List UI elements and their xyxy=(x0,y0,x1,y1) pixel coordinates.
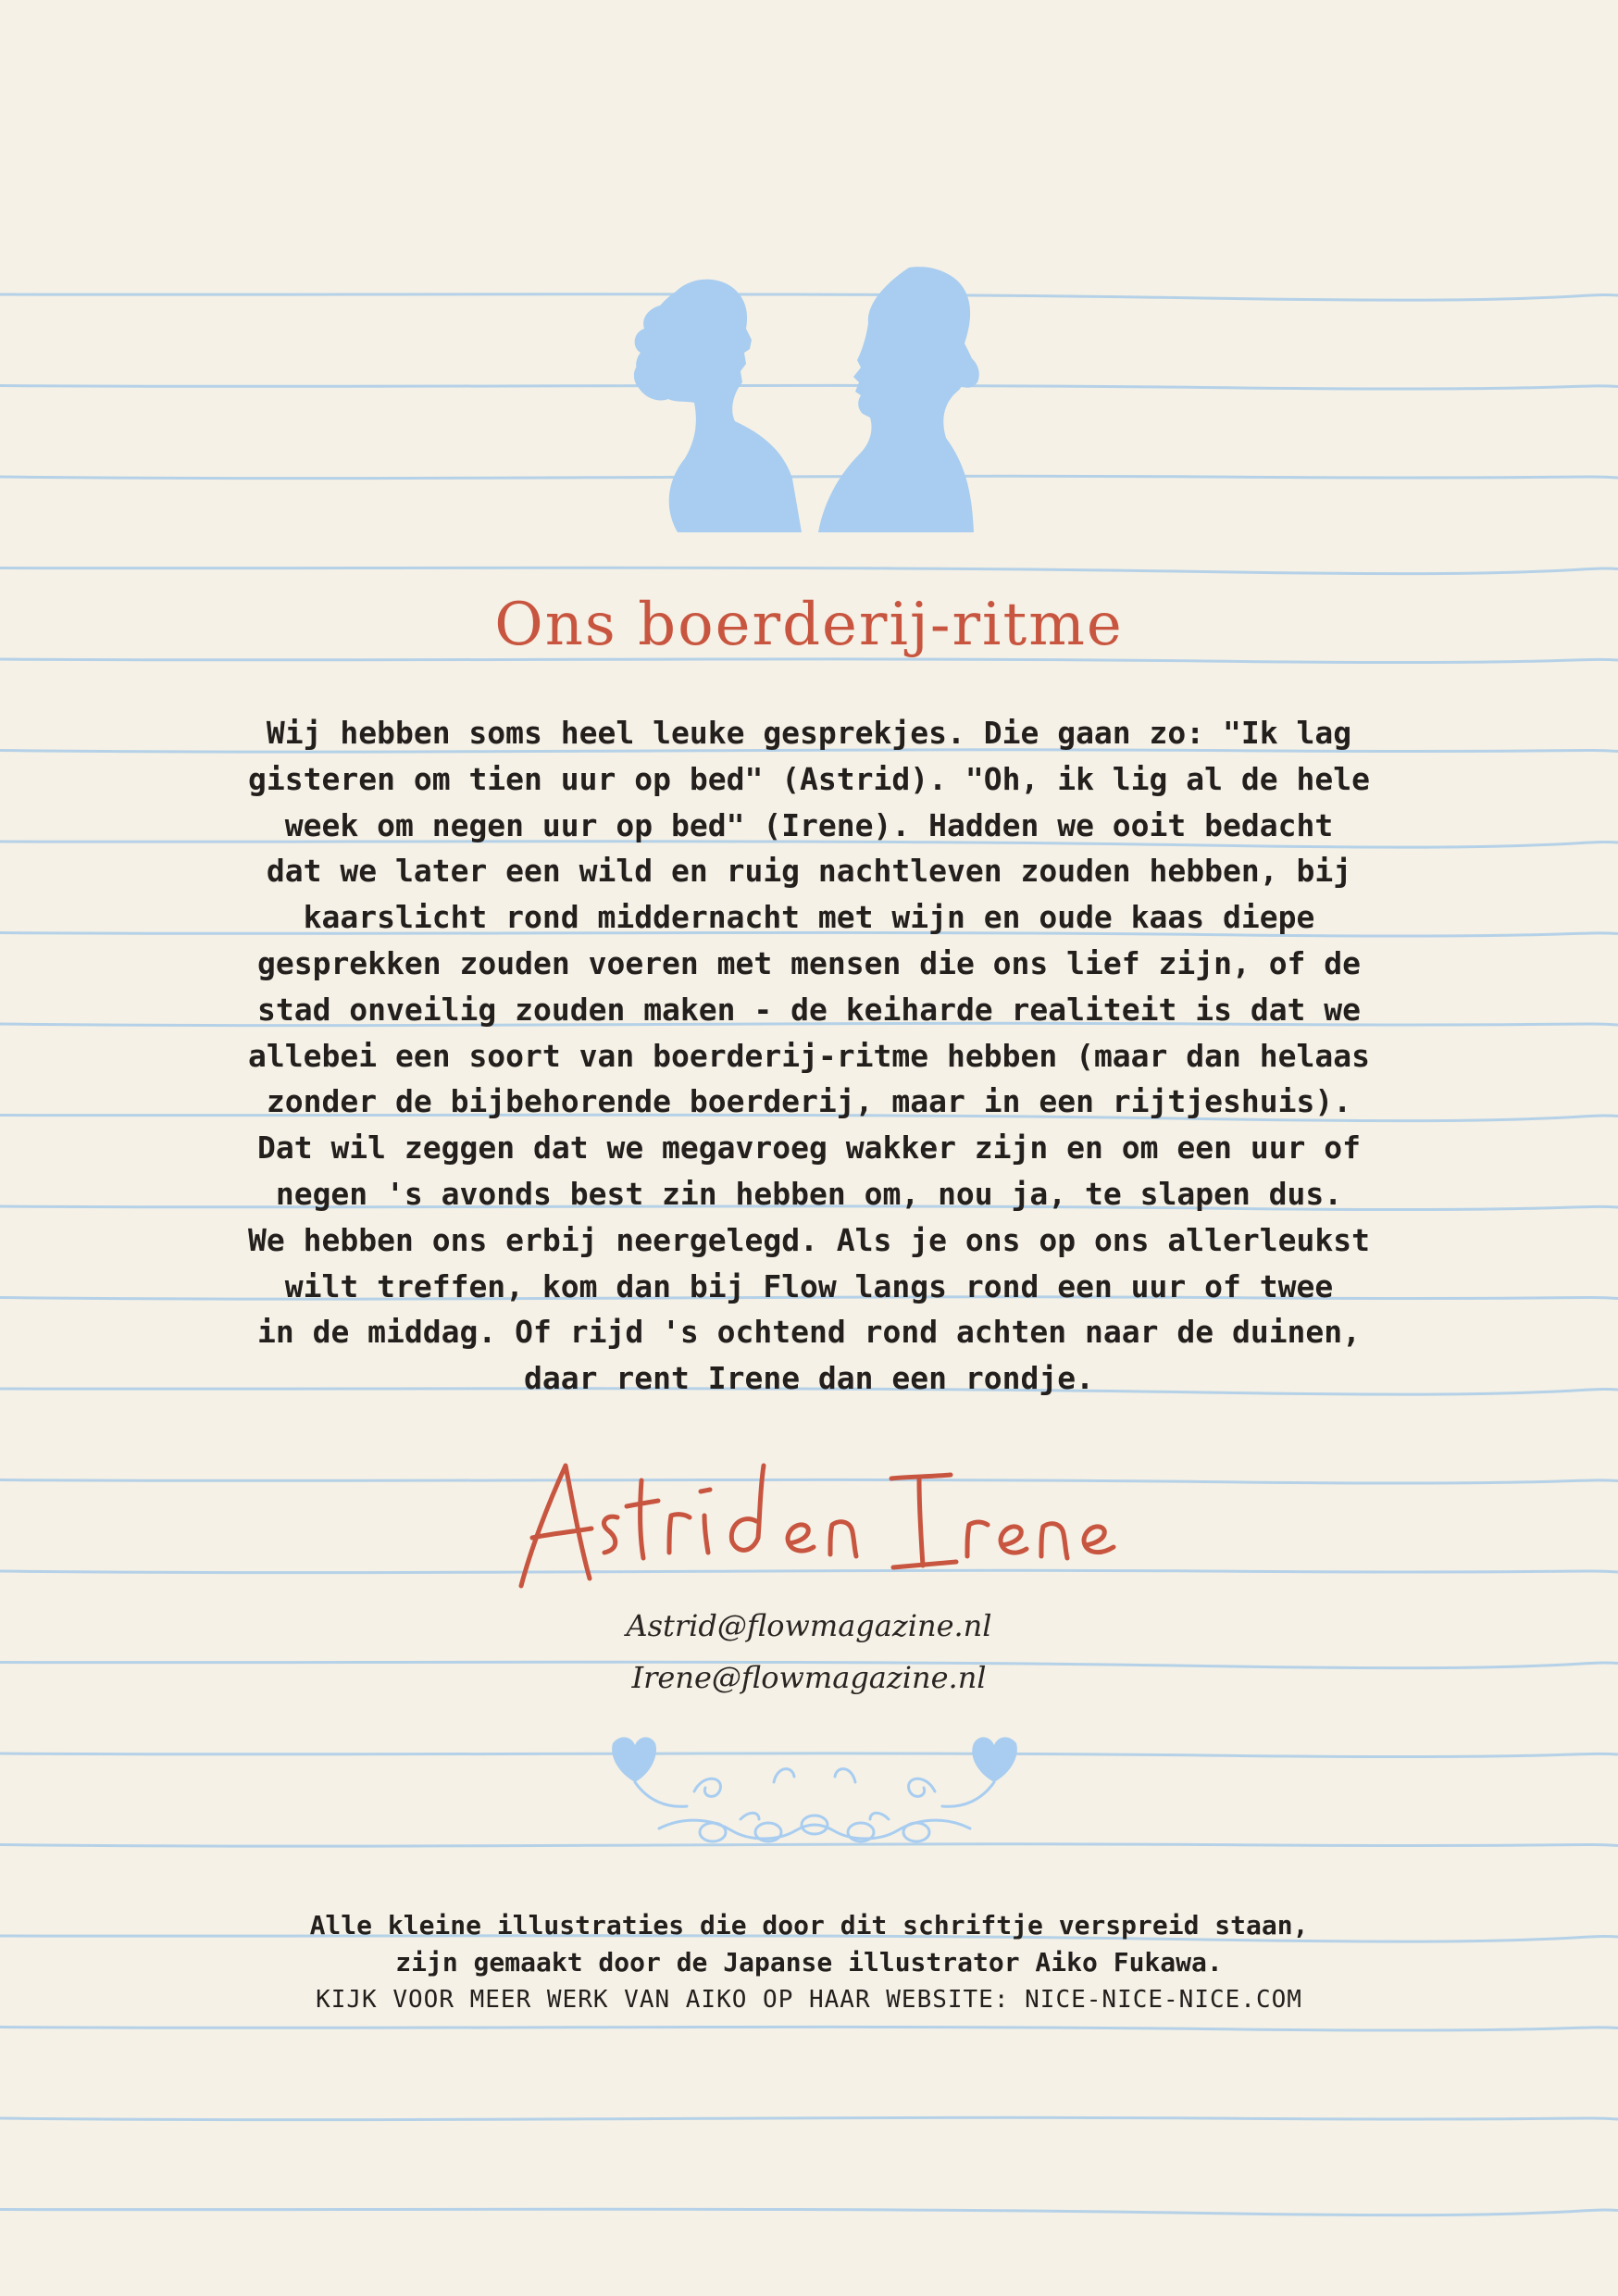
body-line: in de middag. Of rijd 's ochtend rond achten naar de duinen, xyxy=(256,1314,1362,1351)
floral-ornament-illustration xyxy=(602,1727,1027,1866)
ruled-line xyxy=(0,2027,1618,2030)
ruled-line xyxy=(0,568,1618,573)
silhouettes-illustration xyxy=(620,264,1009,532)
body-line: We hebben ons erbij neergelegd. Als je ons op ons allerleukst xyxy=(248,1221,1370,1258)
body-line: week om negen uur op bed" (Irene). Hadden we ooit bedacht xyxy=(284,806,1334,843)
body-line: kaarslicht rond middernacht met wijn en oude kaas diepe xyxy=(303,899,1315,936)
body-line: wilt treffen, kom dan bij Flow langs rond een uur of twee xyxy=(284,1267,1334,1304)
illustration-credits xyxy=(0,1907,1618,2018)
body-line: negen 's avonds best zin hebben om, nou ja, te slapen dus. xyxy=(275,1175,1343,1212)
body-line: stad onveilig zouden maken - de keiharde realiteit is dat we xyxy=(256,991,1362,1028)
body-line: zonder de bijbehorende boerderij, maar in een rijtjeshuis). xyxy=(266,1083,1352,1120)
page-title: Ons boerderij-ritme xyxy=(494,591,1124,659)
credits-line: Alle kleine illustraties die door dit schriftje verspreid staan, xyxy=(309,1910,1309,1940)
credits-line: zijn gemaakt door de Japanse illustrator Aiko Fukawa. xyxy=(395,1947,1223,1978)
email-astrid: Astrid@flowmagazine.nl xyxy=(626,1608,992,1643)
credits-website-line: KIJK VOOR MEER WERK VAN AIKO OP HAAR WEBSITE: NICE-NICE-NICE.COM xyxy=(316,1986,1302,2014)
body-line: Dat wil zeggen dat we megavroeg wakker zijn en om een uur of xyxy=(256,1129,1362,1167)
body-line: gisteren om tien uur op bed" (Astrid). "Oh, ik lig al de hele xyxy=(248,760,1370,797)
body-paragraph xyxy=(185,710,1433,1402)
signature-handwriting xyxy=(495,1449,1162,1597)
body-line: Wij hebben soms heel leuke gesprekjes. Die gaan zo: "Ik lag xyxy=(266,715,1352,751)
email-irene: Irene@flowmagazine.nl xyxy=(631,1660,987,1695)
ruled-line xyxy=(0,2117,1618,2119)
ruled-line xyxy=(0,2209,1618,2215)
body-line: daar rent Irene dan een rondje. xyxy=(524,1360,1094,1397)
body-line: dat we later een wild en ruig nachtleven zouden hebben, bij xyxy=(266,853,1352,890)
body-line: gesprekken zouden voeren met mensen die ons lief zijn, of de xyxy=(256,944,1362,981)
body-line: allebei een soort van boerderij-ritme hebben (maar dan helaas xyxy=(248,1037,1370,1074)
contact-emails xyxy=(0,1600,1618,1703)
